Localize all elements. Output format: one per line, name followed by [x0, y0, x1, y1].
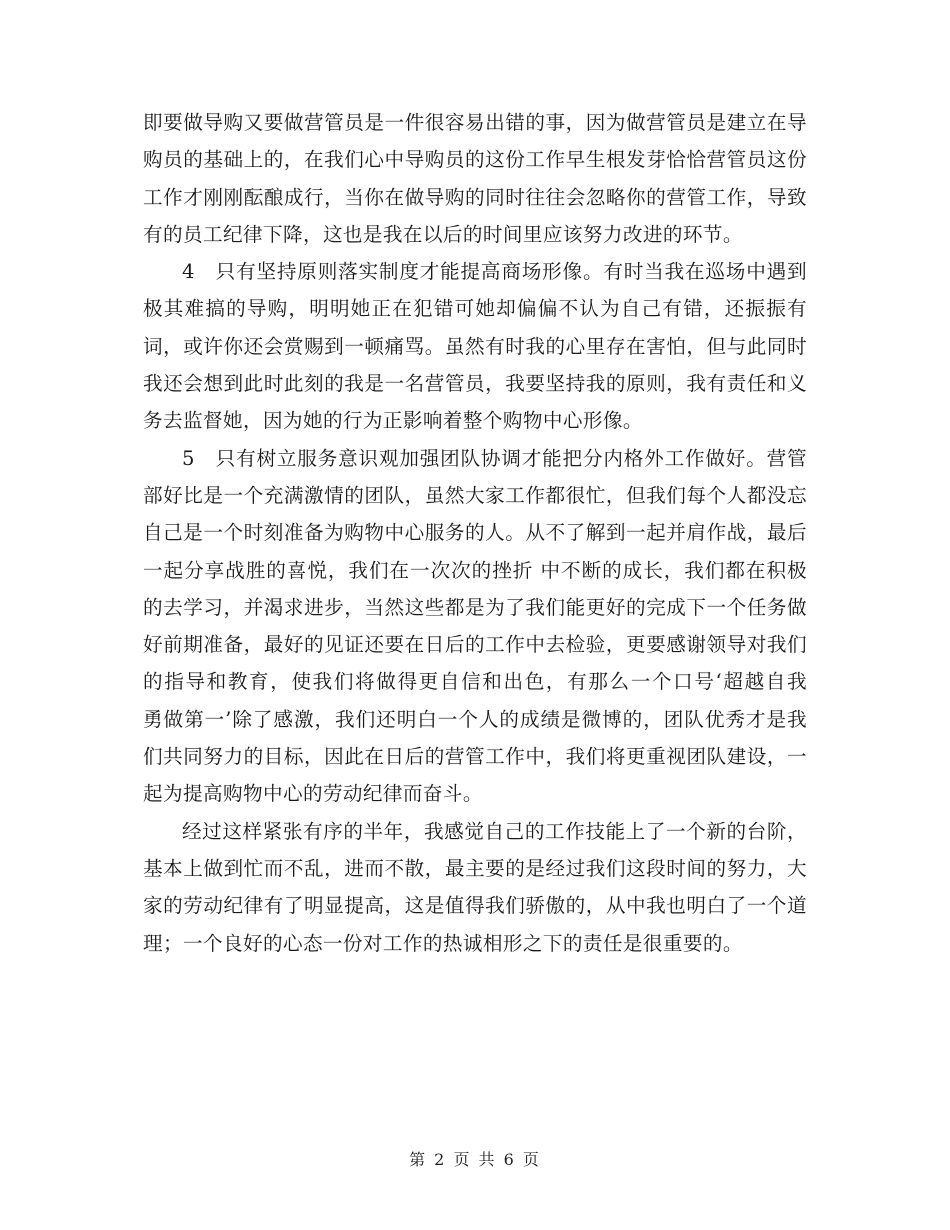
page-number-footer: 第 2 页 共 6 页 — [409, 1150, 541, 1169]
paragraph-summary: 经过这样紧张有序的半年，我感觉自己的工作技能上了一个新的台阶，基本上做到忙而不乱，进而不散，最主要的是经过我们这段时间的努力，大家的劳动纪律有了明显提高，这是值得我们骄傲的，从中我也明白了一个道理；一个良好的心态一份对工作的热诚相形之下的责任是很重要的。 — [143, 819, 807, 955]
document-body — [143, 104, 834, 962]
paragraph-item-4: 4 只有坚持原则落实制度才能提高商场形像。有时当我在巡场中遇到极其难搞的导购，明明她正在犯错可她却偏偏不认为自己有错，还振振有词，或许你还会赏赐到一顿痛骂。虽然有时我的心里存在害怕，但与此同时我还会想到此时此刻的我是一名营管员，我要坚持我的原则，我有责任和义务去监督她，因为她的行为正影响着整个购物中心形像。 — [143, 260, 807, 433]
paragraph-item-5: 5 只有树立服务意识观加强团队协调才能把分内格外工作做好。营管部好比是一个充满激情的团队，虽然大家工作都很忙，但我们每个人都没忘自己是一个时刻准备为购物中心服务的人。从不了解到一起并肩作战，最后一起分享战胜的喜悦，我们在一次次的挫折 中不断的成长，我们都在积极的去学习，并渴求进步，当然这些都是为了我们能更好的完成下一个任务做好前期准备，最好的见证还要在日后的工作中去检验，更要感谢领导对我们的指导和教育，使我们将做得更自信和出色，有那么一个口号‘超越自我 勇做第一’除了感激，我们还明白一个人的成绩是微博的，团队优秀才是我们共同努力的目标，因此在日后的营管工作中，我们将更重视团队建设，一起为提高购物中心的劳动纪律而奋斗。 — [143, 446, 834, 806]
paragraph-continued: 即要做导购又要做营管员是一件很容易出错的事，因为做营管员是建立在导购员的基础上的，在我们心中导购员的这份工作早生根发芽恰恰营管员这份工作才刚刚酝酿成行，当你在做导购的同时往往会忽略你的营管工作，导致有的员工纪律下降，这也是我在以后的时间里应该努力改进的环节。 — [143, 111, 807, 246]
